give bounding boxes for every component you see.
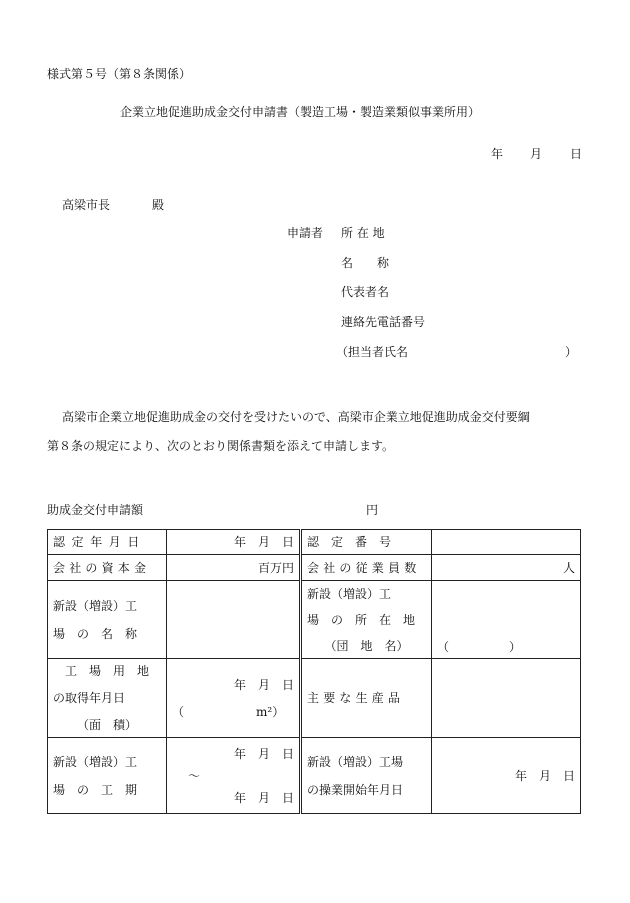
date-month-label: 月 (530, 147, 543, 161)
table-row (48, 555, 581, 581)
land-area-paren-open: （ (172, 704, 185, 719)
main-products-label: 主要な生産品 (301, 659, 432, 738)
land-area-value (172, 706, 294, 718)
land-label-line3: （面 積） (76, 718, 137, 732)
factory-location-label-line1: 新設（増設）工 (307, 586, 392, 601)
application-table (47, 529, 581, 814)
operation-start-value[interactable]: 年 月 日 (432, 738, 581, 814)
factory-location-label-line3: （団 地 名） (324, 638, 409, 653)
applicant-contact-close: ） (565, 345, 578, 359)
body-line-1: 高梁市企業立地促進助成金の交付を受けたいので、高梁市企業立地促進助成金交付要綱 (62, 410, 530, 424)
land-area-unit: m²） (256, 704, 285, 719)
page-title: 企業立地促進助成金交付申請書（製造工場・製造業類似事業所用） (120, 105, 481, 119)
table-row (48, 530, 581, 555)
addressee-honorific: 殿 (152, 198, 165, 212)
land-date-value: 年 月 日 (233, 677, 294, 692)
factory-location-paren-close: ） (509, 640, 522, 654)
construction-period-label-line2: 場 の 工 期 (53, 782, 138, 797)
capital-value[interactable]: 百万円 (167, 555, 301, 581)
applicant-representative-label: 代表者名 (341, 285, 390, 299)
cert-number-value[interactable] (432, 530, 581, 555)
employees-label: 会社の従業員数 (301, 555, 432, 581)
operation-start-label (301, 738, 432, 814)
construction-period-label-line1: 新設（増設）工 (53, 754, 138, 769)
factory-name-label (48, 581, 167, 659)
amount-unit: 円 (366, 503, 379, 517)
construction-period-label (48, 738, 167, 814)
applicant-address-label: 所 在 地 (341, 226, 385, 240)
date-year-label: 年 (491, 147, 504, 161)
construction-period-tilde: ～ (188, 768, 201, 783)
form-number: 様式第５号（第８条関係） (47, 67, 192, 81)
date-day-label: 日 (570, 147, 583, 161)
factory-location-label-line2: 場 の 所 在 地 (307, 612, 416, 627)
applicant-name-label: 名 称 (341, 256, 390, 270)
body-line-2: 第８条の規定により、次のとおり関係書類を添えて申請します。 (47, 439, 395, 453)
addressee-name: 高梁市長 (62, 198, 111, 212)
capital-label: 会社の資本金 (48, 555, 167, 581)
land-label (48, 659, 167, 738)
applicant-contact-label: （担当者氏名 (336, 345, 409, 359)
factory-name-label-line2: 場 の 名 称 (53, 626, 138, 641)
amount-label: 助成金交付申請額 (47, 503, 144, 517)
construction-end-date: 年 月 日 (233, 790, 294, 805)
land-label-line1: 工 場 用 地 (64, 664, 149, 678)
operation-start-label-line2: の操業開始年月日 (307, 782, 404, 797)
operation-start-label-line1: 新設（増設）工場 (307, 754, 404, 769)
land-label-line2: の取得年月日 (53, 691, 126, 705)
cert-date-label: 認定年月日 (48, 530, 167, 555)
table-row (48, 659, 581, 738)
construction-start-date: 年 月 日 (233, 746, 294, 761)
land-value[interactable] (167, 659, 301, 738)
factory-location-paren-open: （ (437, 640, 450, 654)
cert-date-value[interactable]: 年 月 日 (167, 530, 301, 555)
factory-location-value[interactable] (432, 581, 581, 659)
table-row (48, 581, 581, 659)
cert-number-label: 認 定 番 号 (301, 530, 432, 555)
applicant-label: 申請者 (287, 226, 324, 240)
main-products-value[interactable] (432, 659, 581, 738)
applicant-phone-label: 連絡先電話番号 (341, 315, 426, 329)
construction-period-value[interactable] (167, 738, 301, 814)
factory-name-value[interactable] (167, 581, 301, 659)
employees-value[interactable]: 人 (432, 555, 581, 581)
factory-name-label-line1: 新設（増設）工 (53, 598, 138, 613)
table-row (48, 738, 581, 814)
factory-location-label (301, 581, 432, 659)
